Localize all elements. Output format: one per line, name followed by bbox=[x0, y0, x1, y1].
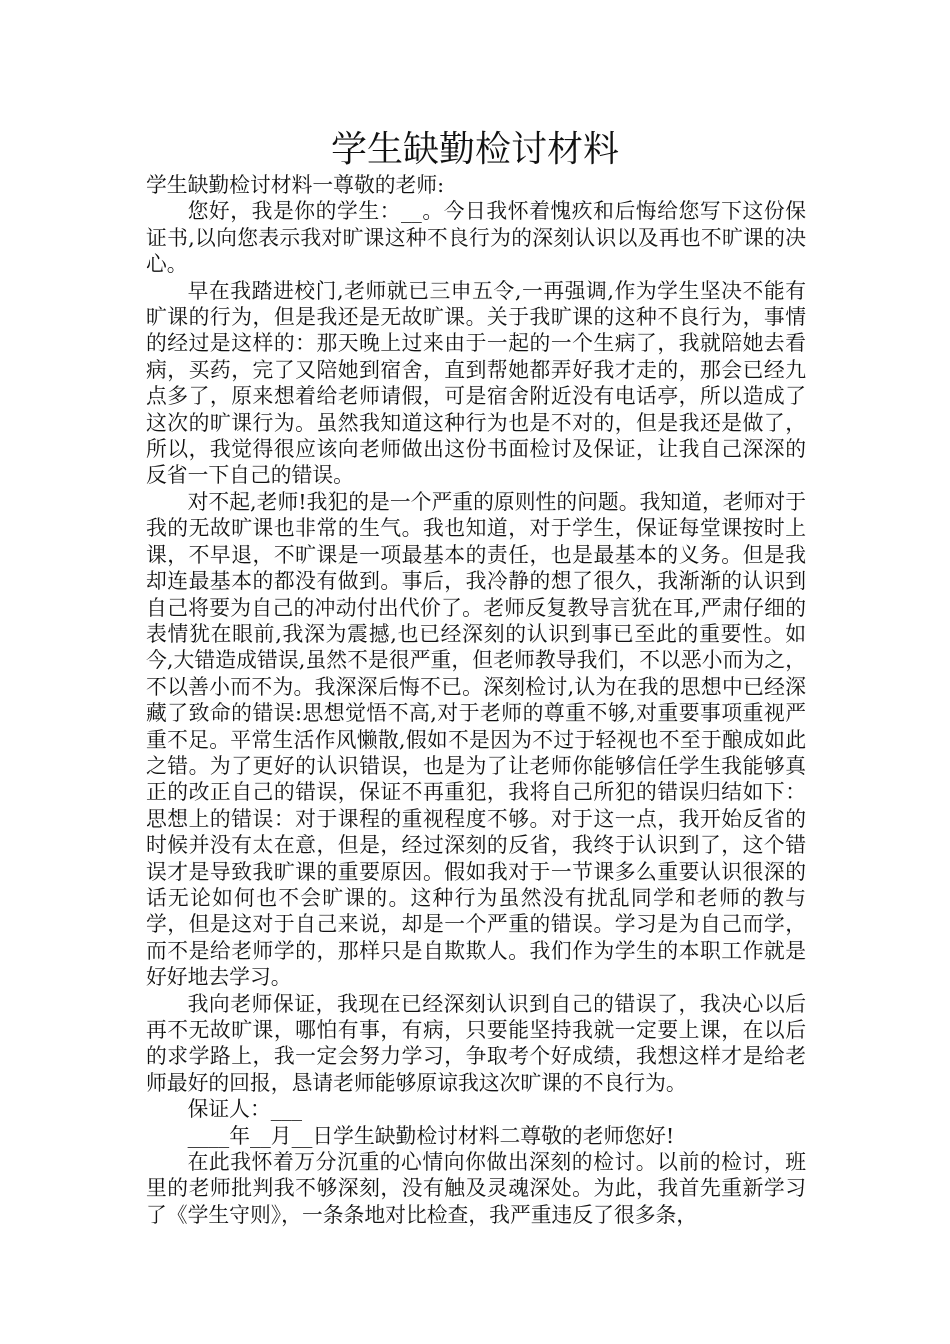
document-body bbox=[146, 172, 806, 1228]
signature-line: 保证人：___ bbox=[187, 1097, 302, 1122]
date-line: ____年__月__日学生缺勤检讨材料二尊敬的老师您好! bbox=[187, 1123, 675, 1148]
document-title: 学生缺勤检讨材料 bbox=[330, 129, 619, 170]
paragraph: 您好，我是你的学生：__。今日我怀着愧疚和后悔给您写下这份保证书,以向您表示我对旷课这种不良行为的深刻认识以及再也不旷课的决心。 bbox=[146, 199, 806, 277]
paragraph-heading: 学生缺勤检讨材料一尊敬的老师: bbox=[146, 173, 445, 197]
paragraph: 对不起,老师!我犯的是一个严重的原则性的问题。我知道，老师对于我的无故旷课也非常的生气。我也知道，对于学生，保证每堂课按时上课，不早退，不旷课是一项最基本的责任，也是最基本的义务。但是我却连最基本的都没有做到。事后，我冷静的想了很久，我渐渐的认识到自己将要为自己的冲动付出代价了。老师反复教导言犹在耳,严肃仔细的表情犹在眼前,我深为震撼,也已经深刻的认识到事已至此的重要性。如今,大错造成错误,虽然不是很严重，但老师教导我们，不以恶小而为之，不以善小而不为。我深深后悔不已。深刻检讨,认为在我的思想中已经深藏了致命的错误:思想觉悟不高,对于老师的尊重不够,对重要事项重视严重不足。平常生活作风懒散,假如不是因为不过于轻视也不至于酿成如此之错。为了更好的认识错误，也是为了让老师你能够信任学生我能够真正的改正自己的错误，保证不再重犯，我将自己所犯的错误归结如下： 思想上的错误：对于课程的重视程度不够。对于这一点，我开始反省的时候并没有太在意，但是，经过深刻的反省，我终于认识到了，这个错误才是导致我旷课的重要原因。假如我对于一节课多么重要认识很深的话无论如何也不会旷课的。这种行为虽然没有扰乱同学和老师的教与学，但是这对于自己来说，却是一个严重的错误。学习是为自己而学，而不是给老师学的，那样只是自欺欺人。我们作为学生的本职工作就是好好地去学习。 bbox=[146, 489, 806, 990]
paragraph: 我向老师保证，我现在已经深刻认识到自己的错误了，我决心以后再不无故旷课，哪怕有事，有病，只要能坚持我就一定要上课，在以后的求学路上，我一定会努力学习，争取考个好成绩，我想这样才是给老师最好的回报，恳请老师能够原谅我这次旷课的不良行为。 bbox=[146, 991, 806, 1095]
paragraph: 早在我踏进校门,老师就已三申五令,一再强调,作为学生坚决不能有旷课的行为，但是我还是无故旷课。关于我旷课的这种不良行为，事情的经过是这样的：那天晚上过来由于一起的一个生病了，我就陪她去看病，买药，完了又陪她到宿舍，直到帮她都弄好我才走的，那会已经九点多了，原来想着给老师请假，可是宿舍附近没有电话亭，所以造成了这次的旷课行为。虽然我知道这种行为也是不对的，但是我还是做了，所以，我觉得很应该向老师做出这份书面检讨及保证，让我自己深深的反省一下自己的错误。 bbox=[146, 278, 806, 488]
paragraph: 在此我怀着万分沉重的心情向你做出深刻的检讨。以前的检讨，班里的老师批判我不够深刻，没有触及灵魂深处。为此，我首先重新学习了《学生守则》，一条条地对比检查，我严重违反了很多条， bbox=[146, 1150, 806, 1227]
